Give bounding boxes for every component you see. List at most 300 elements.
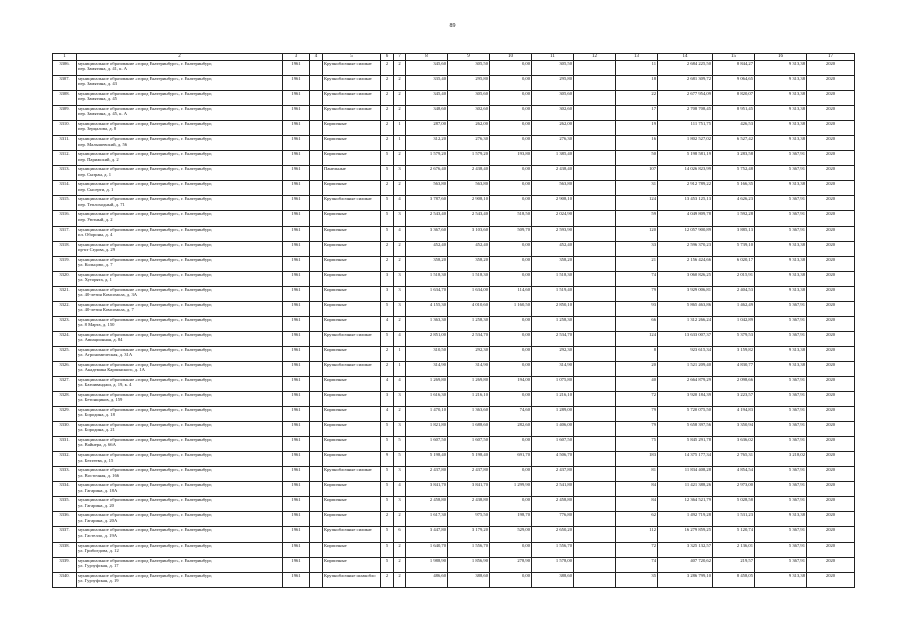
cell-c7: 2 [394, 316, 406, 331]
cell-no: 3308. [53, 91, 77, 106]
empty-cell [574, 392, 616, 407]
cell-c8: 563,80 [406, 181, 448, 196]
cell-c8: 486,60 [406, 572, 448, 587]
empty-cell [574, 376, 616, 391]
cell-c16: 9 313,38 [755, 241, 807, 256]
cell-c7: 3 [394, 392, 406, 407]
cell-c10: 0,00 [490, 136, 532, 151]
cell-c11: 2 650,20 [532, 527, 574, 542]
wall-material-cell: Кирпичные [323, 376, 381, 391]
cell-c13: 74 [616, 271, 658, 286]
empty-cell [574, 331, 616, 346]
cell-year: 1961 [283, 181, 310, 196]
cell-c13: 31 [616, 181, 658, 196]
cell-c16: 5 367,91 [755, 196, 807, 211]
empty-cell [574, 76, 616, 91]
cell-c10: 278,90 [490, 557, 532, 572]
empty-cell [574, 482, 616, 497]
address-cell [77, 316, 283, 331]
owner-text: муниципальное образование «город Екатеринбург», г. Екатеринбург, [78, 151, 213, 157]
wall-material-cell: Кирпичные [323, 542, 381, 557]
cell-year: 1961 [283, 166, 310, 181]
empty-cell [574, 226, 616, 241]
cell-c16: 5 367,91 [755, 226, 807, 241]
cell-c13: 112 [616, 527, 658, 542]
cell-c7: 5 [394, 452, 406, 467]
cell-c10: 0,00 [490, 121, 532, 136]
cell-c15: 1 462,49 [713, 301, 755, 316]
empty-cell [574, 527, 616, 542]
cell-c7: 1 [394, 121, 406, 136]
address-cell [77, 271, 283, 286]
cell-no: 3317. [53, 226, 77, 241]
cell-c13: 120 [616, 226, 658, 241]
empty-cell [310, 557, 323, 572]
cell-c6: 5 [381, 226, 394, 241]
cell-c9: 5 198,40 [448, 452, 490, 467]
wall-material-cell: Крупноблочные силикат [323, 331, 381, 346]
cell-no: 3327. [53, 376, 77, 391]
cell-c13: 22 [616, 91, 658, 106]
owner-text: муниципальное образование «город Екатеринбург», г. Екатеринбург, [78, 331, 213, 337]
cell-c6: 5 [381, 301, 394, 316]
cell-c17: 2020 [807, 527, 855, 542]
address-cell [77, 467, 283, 482]
cell-c8: 3 787,60 [406, 196, 448, 211]
cell-c8: 2 676,40 [406, 166, 448, 181]
table-row [53, 542, 855, 557]
cell-c15: 2 404,53 [713, 286, 755, 301]
cell-c14: 16 279 859,25 [658, 527, 713, 542]
cell-c7: 3 [394, 301, 406, 316]
wall-material-cell: Кирпичные [323, 437, 381, 452]
cell-no: 3329. [53, 407, 77, 422]
cell-no: 3326. [53, 361, 77, 376]
cell-c10: 1 160,50 [490, 301, 532, 316]
cell-c7: 3 [394, 497, 406, 512]
address-cell [77, 181, 283, 196]
column-number: 11 [532, 54, 574, 61]
address-cell [77, 151, 283, 166]
cell-c10: 0,00 [490, 542, 532, 557]
cell-c6: 2 [381, 361, 394, 376]
cell-c15: 8 458,05 [713, 572, 755, 587]
empty-cell [574, 136, 616, 151]
street-address: ул. Агрономическая, д. 31А [78, 352, 133, 358]
table-row [53, 316, 855, 331]
owner-text: муниципальное образование «город Екатеринбург», г. Екатеринбург, [78, 527, 213, 533]
owner-text: муниципальное образование «город Екатеринбург», г. Екатеринбург, [78, 181, 213, 187]
cell-c11: 4 506,70 [532, 452, 574, 467]
street-address: ул. 8 Марта, д. 150 [78, 322, 115, 328]
cell-year: 1961 [283, 331, 310, 346]
cell-c9: 1 579,20 [448, 151, 490, 166]
cell-c7: 2 [394, 151, 406, 166]
cell-c16: 5 367,91 [755, 542, 807, 557]
column-number: 6 [381, 54, 394, 61]
cell-c16: 9 313,38 [755, 76, 807, 91]
address-cell [77, 211, 283, 226]
address-cell [77, 346, 283, 361]
cell-c17: 2020 [807, 482, 855, 497]
cell-c11: 2 541,80 [532, 482, 574, 497]
cell-c13: 66 [616, 316, 658, 331]
cell-c6: 2 [381, 346, 394, 361]
empty-cell [310, 196, 323, 211]
cell-year: 1961 [283, 241, 310, 256]
table-row [53, 437, 855, 452]
cell-c17: 2020 [807, 572, 855, 587]
cell-c14: 2 677 954,09 [658, 91, 713, 106]
cell-c13: 18 [616, 76, 658, 91]
cell-c14: 2 596 370,23 [658, 241, 713, 256]
column-number: 16 [755, 54, 807, 61]
cell-c13: 33 [616, 241, 658, 256]
column-number: 9 [448, 54, 490, 61]
cell-c8: 345,60 [406, 61, 448, 76]
cell-c14: 5 865 463,86 [658, 301, 713, 316]
owner-text: муниципальное образование «город Екатеринбург», г. Екатеринбург, [78, 286, 213, 292]
cell-year: 1961 [283, 211, 310, 226]
empty-cell [310, 467, 323, 482]
column-number: 8 [406, 54, 448, 61]
cell-c17: 2020 [807, 331, 855, 346]
cell-c17: 2020 [807, 422, 855, 437]
cell-no: 3325. [53, 346, 77, 361]
cell-c6: 3 [381, 392, 394, 407]
street-address: пер. Сызран, д. 1 [78, 171, 112, 177]
empty-cell [310, 452, 323, 467]
street-address: пр-кт Седова, д. 29 [78, 246, 116, 252]
cell-c8: 1 363,30 [406, 316, 448, 331]
cell-c14: 3 325 132,57 [658, 542, 713, 557]
cell-c16: 5 367,91 [755, 151, 807, 166]
cell-c15: 6 020,17 [713, 256, 755, 271]
cell-c8: 3 841,70 [406, 482, 448, 497]
cell-c6: 2 [381, 241, 394, 256]
cell-c13: 124 [616, 196, 658, 211]
cell-c6: 2 [381, 181, 394, 196]
cell-c16: 3 218,02 [755, 452, 807, 467]
cell-c17: 2020 [807, 346, 855, 361]
cell-c10: 691,70 [490, 452, 532, 467]
address-cell [77, 106, 283, 121]
cell-c15: 1 531,23 [713, 512, 755, 527]
cell-c8: 345,40 [406, 91, 448, 106]
table-row [53, 211, 855, 226]
cell-c13: 107 [616, 166, 658, 181]
table-row [53, 61, 855, 76]
cell-c14: 1 802 527,02 [658, 136, 713, 151]
cell-c16: 9 313,38 [755, 106, 807, 121]
cell-c16: 9 313,38 [755, 346, 807, 361]
address-cell [77, 301, 283, 316]
address-cell [77, 572, 283, 587]
cell-c15: 4 854,54 [713, 467, 755, 482]
street-address: ул. Грибоедова, д. 12 [78, 547, 119, 553]
cell-c8: 2 543,40 [406, 211, 448, 226]
cell-c11: 302,60 [532, 106, 574, 121]
cell-no: 3306. [53, 61, 77, 76]
column-number: 10 [490, 54, 532, 61]
cell-c9: 302,60 [448, 106, 490, 121]
cell-c7: 4 [394, 376, 406, 391]
column-number: 3 [283, 54, 310, 61]
empty-cell [574, 512, 616, 527]
cell-c9: 2 437,80 [448, 467, 490, 482]
wall-material-cell: Кирпичные [323, 512, 381, 527]
owner-text: муниципальное образование «город Екатеринбург», г. Екатеринбург, [78, 376, 213, 382]
owner-text: муниципальное образование «город Екатеринбург», г. Екатеринбург, [78, 61, 213, 66]
street-address: ул. Гастелло, д. 19А [78, 532, 118, 538]
cell-c10: 114,60 [490, 286, 532, 301]
address-cell [77, 136, 283, 151]
cell-c9: 2 534,70 [448, 331, 490, 346]
cell-c7: 4 [394, 196, 406, 211]
cell-c9: 975,50 [448, 512, 490, 527]
cell-c7: 1 [394, 361, 406, 376]
cell-c15: 8 844,27 [713, 61, 755, 76]
cell-c17: 2020 [807, 452, 855, 467]
cell-c6: 2 [381, 572, 394, 587]
cell-c10: 193,80 [490, 151, 532, 166]
cell-c10: 1 299,90 [490, 482, 532, 497]
cell-c9: 563,80 [448, 181, 490, 196]
cell-c9: 4 010,60 [448, 301, 490, 316]
cell-c15: 1 042,89 [713, 316, 755, 331]
address-cell [77, 61, 283, 76]
cell-c15: 1 592,28 [713, 211, 755, 226]
address-cell [77, 241, 283, 256]
wall-material-cell: Кирпичные [323, 482, 381, 497]
cell-c14: 2 156 424,66 [658, 256, 713, 271]
street-address: ул. Академика Карпинского, д. 1А [78, 367, 145, 373]
table-row [53, 256, 855, 271]
cell-c14: 1 492 719,28 [658, 512, 713, 527]
cell-c13: 124 [616, 331, 658, 346]
wall-material-cell: Панельные [323, 166, 381, 181]
cell-c6: 5 [381, 196, 394, 211]
cell-c17: 2020 [807, 61, 855, 76]
cell-c14: 13 633 007,37 [658, 331, 713, 346]
table-row [53, 572, 855, 587]
cell-c9: 1 634,00 [448, 286, 490, 301]
address-cell [77, 527, 283, 542]
cell-c11: 1 518,30 [532, 271, 574, 286]
cell-year: 1961 [283, 286, 310, 301]
table-row [53, 361, 855, 376]
cell-year: 1961 [283, 512, 310, 527]
owner-text: муниципальное образование «город Екатеринбург», г. Екатеринбург, [78, 467, 213, 473]
cell-c14: 11 834 408,28 [658, 467, 713, 482]
cell-c13: 74 [616, 557, 658, 572]
table-row [53, 286, 855, 301]
cell-c13: 72 [616, 392, 658, 407]
address-cell [77, 437, 283, 452]
empty-cell [310, 136, 323, 151]
cell-c16: 5 367,91 [755, 211, 807, 226]
cell-c11: 276,30 [532, 136, 574, 151]
empty-cell [574, 271, 616, 286]
empty-cell [574, 422, 616, 437]
address-cell [77, 196, 283, 211]
wall-material-cell: Кирпичные [323, 151, 381, 166]
cell-c8: 4 155,30 [406, 301, 448, 316]
cell-c14: 111 751,75 [658, 121, 713, 136]
empty-cell [574, 121, 616, 136]
cell-year: 1961 [283, 256, 310, 271]
wall-material-cell: Кирпичные [323, 452, 381, 467]
cell-no: 3338. [53, 542, 77, 557]
cell-c9: 3 841,70 [448, 482, 490, 497]
cell-c8: 348,60 [406, 106, 448, 121]
cell-no: 3335. [53, 497, 77, 512]
cell-c14: 13 453 125,13 [658, 196, 713, 211]
owner-text: муниципальное образование «город Екатеринбург», г. Екатеринбург, [78, 271, 213, 277]
cell-c8: 1 470,10 [406, 407, 448, 422]
cell-c11: 2 437,80 [532, 467, 574, 482]
cell-c9: 2 908,10 [448, 196, 490, 211]
column-number: 13 [616, 54, 658, 61]
cell-c17: 2020 [807, 392, 855, 407]
cell-c7: 2 [394, 572, 406, 587]
cell-c7: 3 [394, 271, 406, 286]
address-cell [77, 76, 283, 91]
street-address: ул. Гагарина, д. 20 [78, 502, 114, 508]
cell-no: 3315. [53, 196, 77, 211]
empty-cell [310, 226, 323, 241]
table-row [53, 196, 855, 211]
empty-cell [310, 106, 323, 121]
cell-c17: 2020 [807, 121, 855, 136]
column-number: 15 [713, 54, 755, 61]
cell-c10: 0,00 [490, 256, 532, 271]
cell-c17: 2020 [807, 196, 855, 211]
cell-c10: 0,00 [490, 316, 532, 331]
cell-c6: 2 [381, 121, 394, 136]
column-number: 4 [310, 54, 323, 61]
wall-material-cell: Крупноблочные силикат [323, 106, 381, 121]
owner-text: муниципальное образование «город Екатеринбург», г. Екатеринбург, [78, 437, 213, 443]
cell-c15: 2 973,00 [713, 482, 755, 497]
street-address: ул. Бородина, д. 18 [78, 412, 115, 418]
cell-c10: 529,00 [490, 527, 532, 542]
cell-c11: 2 593,90 [532, 226, 574, 241]
cell-c15: 4 626,23 [713, 196, 755, 211]
wall-material-cell: Кирпичные [323, 346, 381, 361]
cell-c10: 198,70 [490, 512, 532, 527]
cell-c17: 2020 [807, 91, 855, 106]
column-number: 14 [658, 54, 713, 61]
cell-year: 1961 [283, 106, 310, 121]
street-address: пер. Зерцалова, д. 8 [78, 126, 117, 132]
cell-c17: 2020 [807, 437, 855, 452]
cell-c14: 12 364 521,79 [658, 497, 713, 512]
cell-c8: 1 269,80 [406, 376, 448, 391]
cell-c10: 0,00 [490, 196, 532, 211]
table-row [53, 482, 855, 497]
owner-text: муниципальное образование «город Екатеринбург», г. Екатеринбург, [78, 407, 213, 413]
column-number: 12 [574, 54, 616, 61]
street-address: пер. Замятина, д. 45 [78, 96, 117, 102]
cell-c11: 776,80 [532, 512, 574, 527]
table-row [53, 452, 855, 467]
cell-c16: 9 313,38 [755, 91, 807, 106]
cell-c11: 2 438,40 [532, 166, 574, 181]
owner-text: муниципальное образование «город Екатеринбург», г. Екатеринбург, [78, 542, 213, 548]
cell-no: 3309. [53, 106, 77, 121]
cell-c13: 79 [616, 407, 658, 422]
empty-cell [574, 106, 616, 121]
street-address: пер. Сысерти, д. 1 [78, 186, 114, 192]
wall-material-cell: Кирпичные [323, 271, 381, 286]
table-row [53, 181, 855, 196]
cell-c11: 292,30 [532, 346, 574, 361]
wall-material-cell: Крупноблочные силикат [323, 467, 381, 482]
cell-c13: 8 [616, 346, 658, 361]
cell-c8: 5 198,40 [406, 452, 448, 467]
cell-c7: 2 [394, 106, 406, 121]
owner-text: муниципальное образование «город Екатеринбург», г. Екатеринбург, [78, 196, 213, 202]
cell-c7: 2 [394, 76, 406, 91]
cell-c11: 388,60 [532, 572, 574, 587]
owner-text: муниципальное образование «город Екатеринбург», г. Екатеринбург, [78, 497, 213, 503]
cell-c8: 1 640,70 [406, 542, 448, 557]
cell-c15: 5 028,58 [713, 497, 755, 512]
owner-text: муниципальное образование «город Екатеринбург», г. Екатеринбург, [78, 121, 213, 127]
empty-cell [310, 286, 323, 301]
cell-c11: 1 216,10 [532, 392, 574, 407]
cell-c11: 305,60 [532, 91, 574, 106]
empty-cell [574, 407, 616, 422]
cell-c11: 314,90 [532, 361, 574, 376]
address-cell [77, 256, 283, 271]
cell-c9: 1 363,60 [448, 407, 490, 422]
cell-c10: 0,00 [490, 106, 532, 121]
address-cell [77, 542, 283, 557]
wall-material-cell: Кирпичные [323, 497, 381, 512]
cell-c11: 1 556,70 [532, 542, 574, 557]
table-row [53, 136, 855, 151]
cell-c13: 79 [616, 286, 658, 301]
page-number: 89 [449, 23, 456, 29]
empty-cell [310, 151, 323, 166]
table-row [53, 121, 855, 136]
cell-c16: 5 367,91 [755, 166, 807, 181]
cell-c13: 20 [616, 361, 658, 376]
cell-c8: 312,20 [406, 136, 448, 151]
empty-cell [310, 301, 323, 316]
cell-c8: 314,90 [406, 361, 448, 376]
cell-c13: 93 [616, 301, 658, 316]
owner-text: муниципальное образование «город Екатеринбург», г. Екатеринбург, [78, 166, 213, 172]
cell-c14: 1 521 209,40 [658, 361, 713, 376]
cell-c10: 0,00 [490, 181, 532, 196]
cell-c6: 3 [381, 271, 394, 286]
cell-c16: 5 367,91 [755, 407, 807, 422]
empty-cell [310, 527, 323, 542]
empty-cell [574, 91, 616, 106]
cell-c11: 1 406,00 [532, 422, 574, 437]
cell-c10: 509,70 [490, 226, 532, 241]
address-cell [77, 557, 283, 572]
empty-cell [574, 361, 616, 376]
owner-text: муниципальное образование «город Екатеринбург», г. Екатеринбург, [78, 211, 213, 217]
cell-c14: 3 060 826,25 [658, 271, 713, 286]
cell-c9: 314,90 [448, 361, 490, 376]
cell-c6: 5 [381, 151, 394, 166]
cell-c15: 3 350,94 [713, 422, 755, 437]
